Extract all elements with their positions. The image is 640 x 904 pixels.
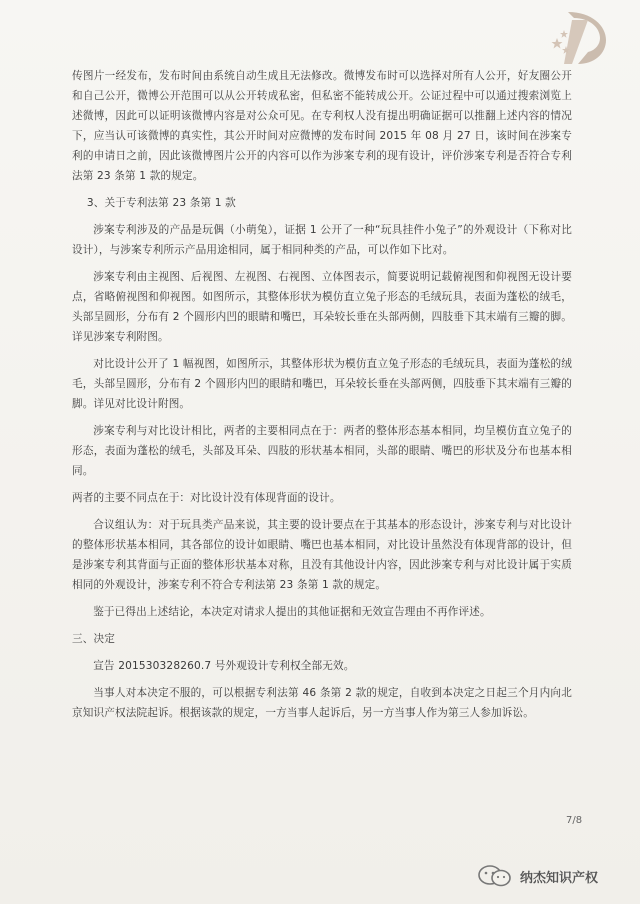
watermark <box>476 862 598 890</box>
page-number: 7/8 <box>566 815 583 826</box>
wechat-icon <box>476 864 514 888</box>
paragraph-product-comparison: 涉案专利涉及的产品是玩偶（小萌兔），证据 1 公开了一种“玩具挂件小兔子”的外观设计（下称对比设计），与涉案专利所示产品用途相同，属于相同种类的产品，可以作如下比对。 <box>72 224 572 256</box>
section-heading-article-23: 3、关于专利法第 23 条第 1 款 <box>86 197 236 209</box>
paragraph-other-evidence: 鉴于已得出上述结论，本决定对请求人提出的其他证据和无效宣告理由不再作评述。 <box>93 606 491 618</box>
document-body <box>72 66 572 730</box>
section-heading-decision: 三、决定 <box>72 633 115 645</box>
cnipa-emblem-icon <box>548 8 610 66</box>
paragraph-differences: 两者的主要不同点在于：对比设计没有体现背面的设计。 <box>72 492 341 504</box>
paragraph-continuation: 传图片一经发布，发布时间由系统自动生成且无法修改。微博发布时可以选择对所有人公开，好友圈公开和自己公开，微博公开范围可以从公开转成私密，但私密不能转成公开。公证过程中可以通过搜索浏览上述微博，因此可以证明该微博内容是对公众可见。在专利权人没有提出明确证据可以推翻上述内容的情况下，应当认可该微博的真实性，其公开时间对应微博的发布时间 2015 年 08 月 27 日，该时间在涉案专利的申请日之前，因此该微博图片公开的内容可以作为涉案专利的现有设计，评价涉案专利是否符合专利法第 23 条第 1 款的规定。 <box>72 70 572 182</box>
paragraph-similarities: 涉案专利与对比设计相比，两者的主要相同点在于：两者的整体形态基本相同，均呈模仿直立兔子的形态，表面为蓬松的绒毛，头部及耳朵、四肢的形状基本相同，头部的眼睛、嘴巴的形状及分布也基本相同。 <box>72 425 572 477</box>
paragraph-prior-design-description: 对比设计公开了 1 幅视图，如图所示，其整体形状为模仿直立兔子形态的毛绒玩具，表面为蓬松的绒毛，头部呈圆形，分布有 2 个圆形内凹的眼睛和嘴巴，耳朵较长垂在头部两侧，四肢垂下其末端有三瓣的脚。详见对比设计附图。 <box>72 358 572 410</box>
paragraph-panel-opinion: 合议组认为：对于玩具类产品来说，其主要的设计要点在于其基本的形态设计，涉案专利与对比设计的整体形状基本相同，其各部位的设计如眼睛、嘴巴也基本相同，对比设计虽然没有体现背部的设计，但是涉案专利其背面与正面的整体形状基本对称，且没有其他设计内容，因此涉案专利与对比设计属于实质相同的外观设计，涉案专利不符合专利法第 23 条第 1 款的规定。 <box>72 519 572 591</box>
paragraph-decision: 宣告 201530328260.7 号外观设计专利权全部无效。 <box>93 660 355 672</box>
paragraph-patent-description: 涉案专利由主视图、后视图、左视图、右视图、立体图表示，简要说明记载俯视图和仰视图无设计要点，省略俯视图和仰视图。如图所示，其整体形状为模仿直立兔子形态的毛绒玩具，表面为蓬松的绒毛，头部呈圆形，分布有 2 个圆形内凹的眼睛和嘴巴，耳朵较长垂在头部两侧，四肢垂下其末端有三瓣的脚。详见涉案专利附图。 <box>72 271 572 343</box>
paragraph-appeal-notice: 当事人对本决定不服的，可以根据专利法第 46 条第 2 款的规定，自收到本决定之日起三个月内向北京知识产权法院起诉。根据该款的规定，一方当事人起诉后，另一方当事人作为第三人参加诉讼。 <box>72 687 572 719</box>
watermark-text: 纳杰知识产权 <box>520 870 599 886</box>
